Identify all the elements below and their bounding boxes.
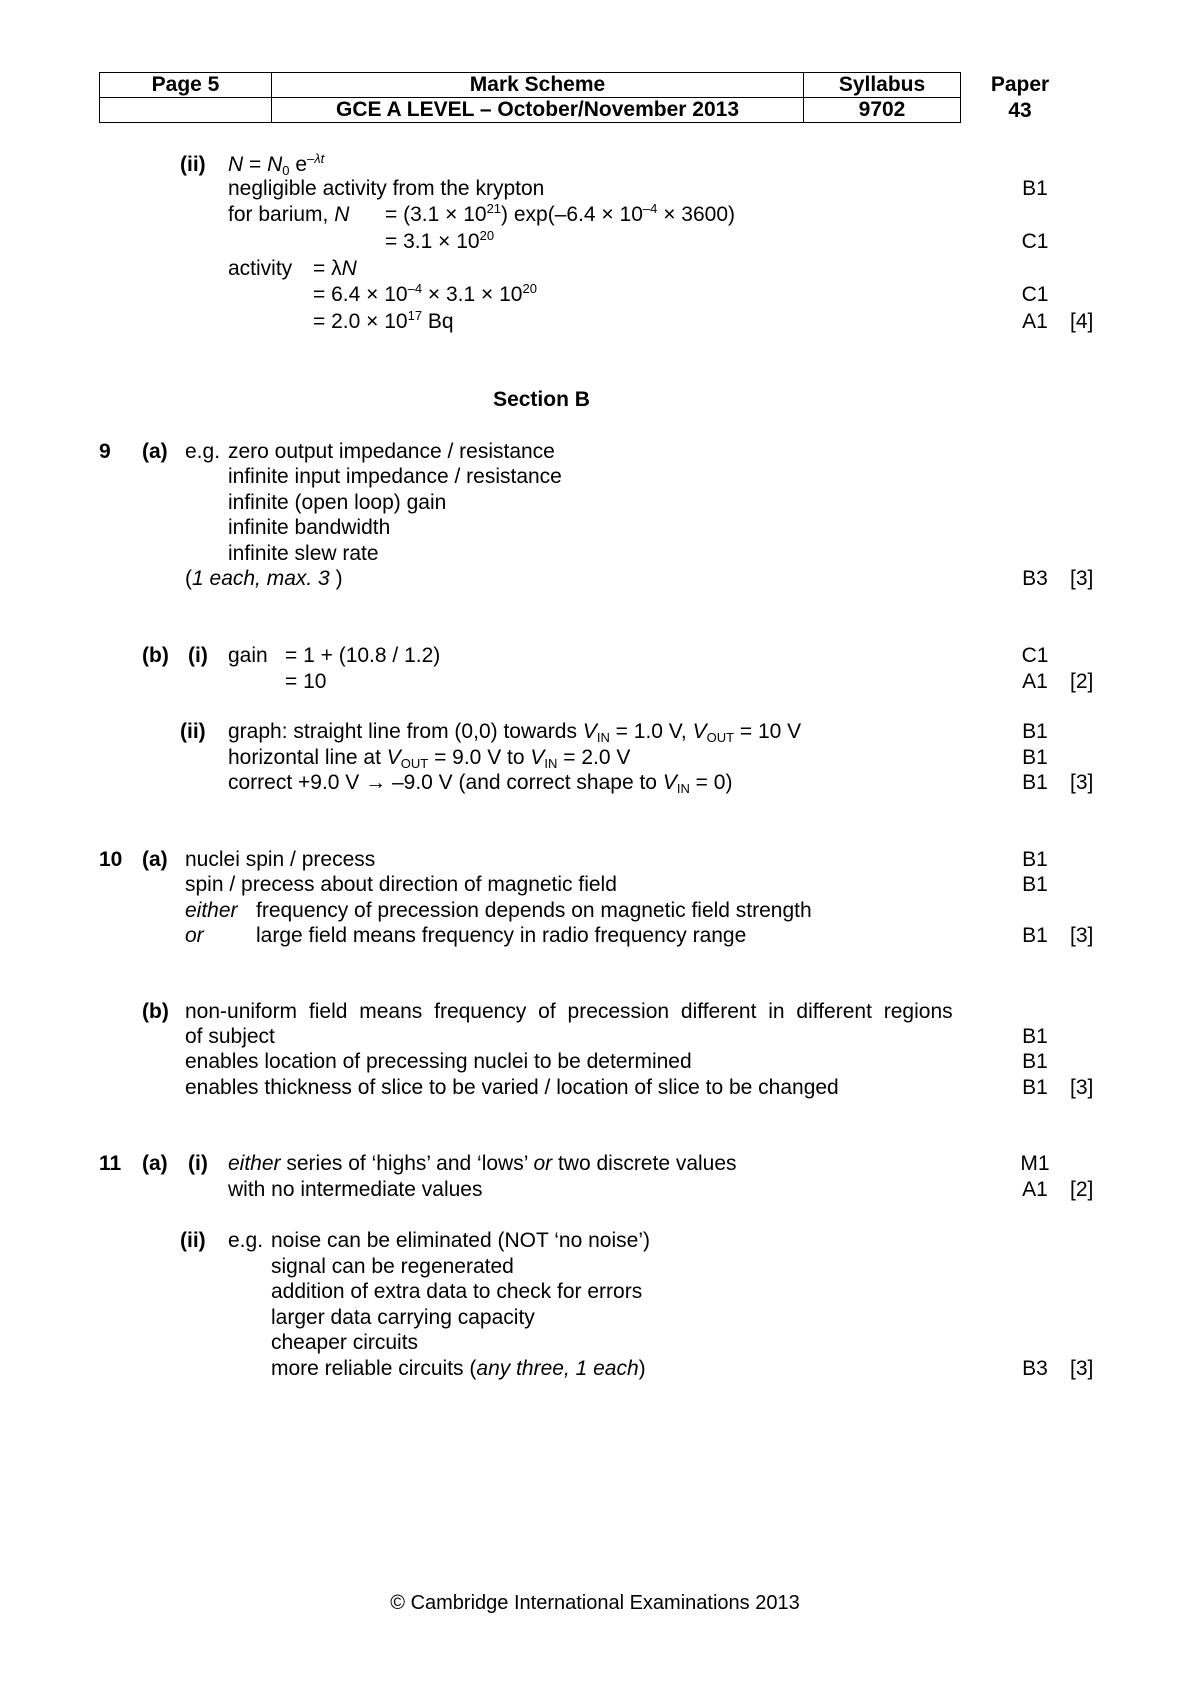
q8-line2: negligible activity from the krypton bbox=[228, 177, 545, 200]
q8-part-ii: (ii) bbox=[180, 153, 206, 176]
q11aii-item: noise can be eliminated (NOT ‘no noise’) bbox=[271, 1229, 650, 1252]
mark: C1 bbox=[1021, 644, 1049, 667]
q11ai-line2: with no intermediate values bbox=[228, 1178, 483, 1201]
q11ai-line1: either series of ‘highs’ and ‘lows’ or two discrete values bbox=[228, 1152, 737, 1175]
q11-number: 11 bbox=[99, 1152, 122, 1175]
q11a-part-ii: (ii) bbox=[180, 1229, 206, 1252]
q9b-part-i: (i) bbox=[188, 644, 208, 667]
q9a-eg: e.g. bbox=[185, 440, 221, 463]
mark: C1 bbox=[1021, 230, 1049, 253]
q8-line3-value: = $(3.1 \times 10^{21})$ $\exp(-6.4 \times 10^{-4} \times 3600)$ bbox=[385, 201, 736, 226]
mark: B1 bbox=[1022, 873, 1048, 896]
mark: B1 bbox=[1022, 720, 1048, 743]
q11aii-item: larger data carrying capacity bbox=[271, 1306, 535, 1329]
q9bii-line3: correct +9.0 V → –9.0 V (and correct shape to $V_{IN} = 0$) bbox=[228, 771, 733, 796]
q9bi-label: gain bbox=[228, 644, 268, 667]
q10a-line1: nuclei spin / precess bbox=[185, 848, 376, 871]
q9a-item: infinite (open loop) gain bbox=[228, 491, 447, 514]
total: [2] bbox=[1070, 670, 1094, 693]
mark: B3 bbox=[1022, 1357, 1048, 1380]
q9bii-line1: graph: straight line from (0,0) towards $V_{IN} = 1.0$ V, $V_{OUT} = 10$ V bbox=[228, 720, 802, 745]
q11aii-item: addition of extra data to check for errors bbox=[271, 1280, 643, 1303]
header-syllabus-label: Syllabus bbox=[804, 73, 961, 98]
q9a-item: infinite bandwidth bbox=[228, 516, 391, 539]
q11a-part-i: (i) bbox=[188, 1152, 208, 1175]
q9-number: 9 bbox=[99, 440, 111, 463]
mark: B1 bbox=[1022, 177, 1048, 200]
q8-line5-value: = λN bbox=[313, 257, 357, 280]
q11aii-last-item: more reliable circuits (any three, 1 each) bbox=[271, 1357, 646, 1380]
total: [3] bbox=[1070, 1357, 1094, 1380]
mark: B1 bbox=[1022, 924, 1048, 947]
q9-part-a: (a) bbox=[142, 440, 168, 463]
q10a-line4: large field means frequency in radio frequency range bbox=[256, 924, 747, 947]
q11aii-eg: e.g. bbox=[228, 1229, 264, 1252]
q9a-note: (1 each, max. 3 ) bbox=[185, 567, 343, 590]
q8-line6: = $6.4 \times 10^{-4} \times 3.1 \times 10^{20}$ bbox=[313, 281, 537, 306]
header-paper-label: Paper bbox=[990, 73, 1050, 96]
header-syllabus-code: 9702 bbox=[804, 98, 961, 123]
footer-copyright: © Cambridge International Examinations 2013 bbox=[390, 1592, 800, 1614]
header-table bbox=[99, 72, 961, 123]
total: [3] bbox=[1070, 771, 1094, 794]
mark: A1 bbox=[1022, 670, 1048, 693]
mark: A1 bbox=[1022, 310, 1048, 333]
q10a-or: or bbox=[185, 924, 204, 947]
q9bii-line2: horizontal line at $V_{OUT} = 9.0$ V to $V_{IN} = 2.0$ V bbox=[228, 746, 631, 771]
q9a-item: infinite input impedance / resistance bbox=[228, 465, 562, 488]
mark: B1 bbox=[1022, 1050, 1048, 1073]
q10a-either: either bbox=[185, 899, 238, 922]
header-empty bbox=[100, 98, 272, 123]
header-page: Page 5 bbox=[100, 73, 272, 98]
q9b-part-ii: (ii) bbox=[180, 720, 206, 743]
total: [3] bbox=[1070, 1076, 1094, 1099]
q8-line1: $N = N_0$ $e^{-\lambda t}$ bbox=[228, 151, 325, 178]
q8-line5-label: activity bbox=[228, 257, 293, 280]
mark: B1 bbox=[1022, 771, 1048, 794]
q11-part-a: (a) bbox=[142, 1152, 168, 1175]
q10b-line1: non-uniform field means frequency of precession different in different regions bbox=[185, 1000, 953, 1023]
q10a-line3: frequency of precession depends on magnetic field strength bbox=[256, 899, 812, 922]
q8-line7: = $2.0 \times 10^{17}$ Bq bbox=[313, 308, 454, 333]
q11aii-item: signal can be regenerated bbox=[271, 1255, 514, 1278]
mark: B1 bbox=[1022, 1076, 1048, 1099]
mark: C1 bbox=[1021, 283, 1049, 306]
header-title: Mark Scheme bbox=[272, 73, 804, 98]
q9bi-line2: = 10 bbox=[285, 670, 327, 693]
total: [4] bbox=[1070, 310, 1094, 333]
total: [3] bbox=[1070, 924, 1094, 947]
q10a-line2: spin / precess about direction of magnetic field bbox=[185, 873, 617, 896]
mark: M1 bbox=[1020, 1152, 1050, 1175]
mark: A1 bbox=[1022, 1178, 1048, 1201]
q9a-item: infinite slew rate bbox=[228, 542, 379, 565]
total: [3] bbox=[1070, 567, 1094, 590]
q9-part-b: (b) bbox=[142, 644, 169, 667]
q10-part-a: (a) bbox=[142, 848, 168, 871]
mark: B1 bbox=[1022, 746, 1048, 769]
mark: B3 bbox=[1022, 567, 1048, 590]
q8-line3-label: for barium, N bbox=[228, 203, 350, 226]
header-exam: GCE A LEVEL – October/November 2013 bbox=[272, 98, 804, 123]
q9bi-line1: = 1 + (10.8 / 1.2) bbox=[285, 644, 441, 667]
q10b-line2: of subject bbox=[185, 1025, 275, 1048]
section-heading: Section B bbox=[493, 388, 590, 411]
total: [2] bbox=[1070, 1178, 1094, 1201]
q10b-line4: enables thickness of slice to be varied / location of slice to be changed bbox=[185, 1076, 839, 1099]
q10-part-b: (b) bbox=[142, 1000, 169, 1023]
q8-line4: = $3.1 \times 10^{20}$ bbox=[385, 228, 495, 253]
mark: B1 bbox=[1022, 848, 1048, 871]
mark: B1 bbox=[1022, 1025, 1048, 1048]
q10-number: 10 bbox=[99, 848, 123, 871]
q9a-item: zero output impedance / resistance bbox=[228, 440, 555, 463]
q10b-line3: enables location of precessing nuclei to be determined bbox=[185, 1050, 692, 1073]
header-paper-code: 43 bbox=[1008, 99, 1032, 122]
q11aii-item: cheaper circuits bbox=[271, 1331, 419, 1354]
